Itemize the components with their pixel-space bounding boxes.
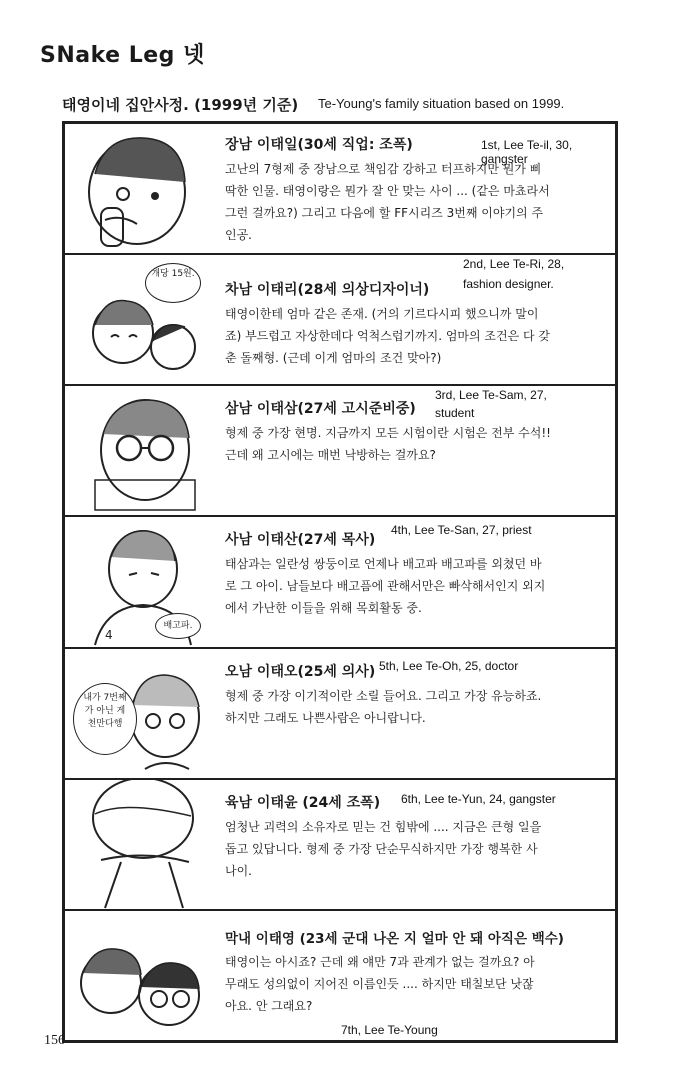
character-title: 막내 이태영 (23세 군대 나온 지 얼마 안 돼 아직은 백수): [225, 930, 564, 947]
character-title: 오남 이태오(25세 의사): [225, 663, 376, 680]
description-line: 형제 중 가장 이기적이란 소릴 들어요. 그리고 가장 유능하죠.: [225, 688, 542, 703]
character-translation: 5th, Lee Te-Oh, 25, doctor: [379, 658, 519, 673]
description-line: 근데 왜 고시에는 매번 낙방하는 걸까요?: [225, 448, 436, 463]
character-description: [225, 303, 607, 369]
character-title: 육남 이태윤 (24세 조폭): [225, 794, 381, 811]
description-line: 돕고 있답니다. 형제 중 가장 단순무식하지만 가장 행복한 사: [225, 841, 538, 856]
character-illustration: [65, 911, 215, 1040]
character-translation-line-2: fashion designer.: [463, 277, 554, 292]
character-row: [65, 649, 615, 780]
character-illustration: [65, 780, 215, 909]
character-title: 삼남 이태삼(27세 고시준비중): [225, 401, 416, 418]
character-row: [65, 255, 615, 386]
character-text: [215, 911, 615, 1040]
character-text: [215, 649, 615, 778]
speech-bubble: 내가 7번째가 아닌 게 천만다행: [73, 683, 137, 755]
description-line: 태영이는 아시죠? 근데 왜 얘만 7과 관계가 없는 걸까요? 아: [225, 954, 535, 969]
character-illustration: [65, 517, 215, 646]
character-text: [215, 124, 615, 253]
character-row: [65, 124, 615, 255]
description-line: 딱한 인물. 태영이랑은 뭔가 잘 안 맞는 사이 ... (같은 마쵸라서: [225, 184, 550, 198]
character-description: [225, 685, 607, 729]
character-text: [215, 780, 615, 909]
character-grid: [62, 121, 618, 1043]
description-line: 고난의 7형제 중 장남으로 책임감 강하고 터프하지만 뭔가 삐: [225, 162, 542, 176]
character-description: [225, 951, 607, 1017]
character-text: [215, 255, 615, 384]
character-row: [65, 780, 615, 911]
speech-bubble: 개당 15원.: [145, 263, 201, 303]
description-line: 하지만 그래도 나쁜사람은 아니랍니다.: [225, 710, 426, 725]
description-line: 아요. 안 그래요?: [225, 998, 313, 1013]
character-title: 장남 이태일(30세 직업: 조폭): [225, 137, 413, 153]
character-translation: 7th, Lee Te-Young: [341, 1022, 438, 1037]
description-line: 태삼과는 일란성 쌍둥이로 언제나 배고파 배고파를 외쳤던 바: [225, 557, 542, 572]
character-translation: 2nd, Lee Te-Ri, 28,: [463, 257, 565, 272]
character-row: [65, 517, 615, 648]
description-line: 태영이한테 엄마 같은 존재. (거의 기르다시피 했으니까 말이: [225, 307, 539, 322]
page-header: SNake Leg 넷: [40, 43, 205, 68]
description-line: 춘 돌째형. (근데 이게 엄마의 조건 맞아?): [225, 351, 442, 366]
description-line: 에서 가난한 이들을 위해 목회활동 중.: [225, 601, 422, 616]
character-illustration: [65, 386, 215, 515]
description-line: 인공.: [225, 228, 252, 242]
character-description: [225, 816, 607, 882]
character-row: [65, 911, 615, 1040]
section-heading: 태영이네 집안사정. (1999년 기준): [62, 96, 299, 114]
character-row: [65, 386, 615, 517]
character-text: [215, 517, 615, 646]
character-illustration: [65, 124, 215, 253]
character-translation-line-2: student: [435, 406, 475, 421]
description-line: 나이.: [225, 863, 252, 878]
character-illustration: [65, 255, 215, 384]
character-title: 사남 이태산(27세 목사): [225, 532, 376, 549]
character-translation: 3rd, Lee Te-Sam, 27,: [435, 388, 547, 403]
character-illustration: [65, 649, 215, 778]
section-heading-translation: Te-Young's family situation based on 1999.: [318, 96, 565, 111]
character-translation: 6th, Lee te-Yun, 24, gangster: [401, 791, 556, 806]
character-description: [225, 422, 607, 466]
character-title: 차남 이태리(28세 의상디자이너): [225, 282, 430, 299]
description-line: 죠) 부드럽고 자상한데다 억척스럽기까지. 엄마의 조건은 다 갖: [225, 329, 550, 344]
character-translation: 4th, Lee Te-San, 27, priest: [391, 523, 532, 538]
svg-text:4: 4: [105, 628, 113, 643]
character-translation: 1st, Lee Te-il, 30, gangster: [481, 138, 573, 166]
character-description: [225, 158, 607, 246]
character-text: [215, 386, 615, 515]
description-line: 형제 중 가장 현명. 지금까지 모든 시험이란 시험은 전부 수석!!: [225, 426, 551, 441]
character-description: [225, 553, 607, 619]
speech-bubble: 배고파.: [155, 613, 201, 639]
description-line: 그런 걸까요?) 그리고 다음에 할 FF시리즈 3번째 이야기의 주: [225, 206, 544, 220]
description-line: 무래도 성의없이 지어진 이름인듯 .... 하지만 태칠보단 낫잖: [225, 976, 534, 991]
page-number: 156: [44, 1033, 65, 1048]
description-line: 엄청난 괴력의 소유자로 믿는 건 힘밖에 .... 지금은 큰형 일을: [225, 819, 542, 834]
description-line: 로 그 아이. 남들보다 배고픔에 관해서만은 빠삭해서인지 외지: [225, 579, 546, 594]
